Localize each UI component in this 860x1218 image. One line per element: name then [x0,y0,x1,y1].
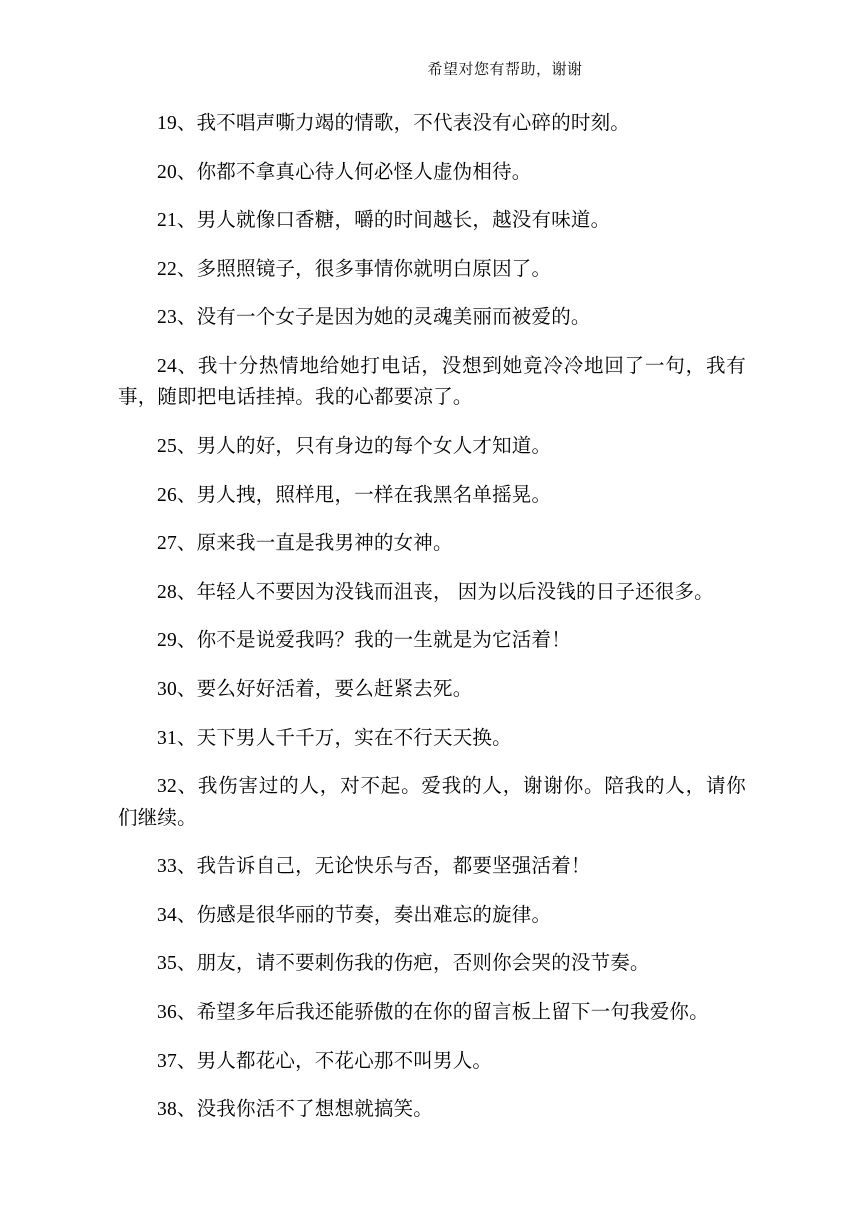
paragraph: 34、伤感是很华丽的节奏，奏出难忘的旋律。 [157,904,552,926]
page-header [0,58,860,79]
paragraph: 29、你不是说爱我吗？我的一生就是为它活着！ [157,630,571,652]
paragraph: 20、你都不拿真心待人何必怪人虚伪相待。 [157,161,532,183]
paragraph: 24、我十分热情地给她打电话，没想到她竟冷冷地回了一句，我有事，随即把电话挂掉。我的心都要凉了。 [118,355,746,409]
paragraph: 27、原来我一直是我男神的女神。 [157,533,453,555]
paragraph: 21、男人就像口香糖，嚼的时间越长，越没有味道。 [157,210,611,232]
paragraph: 32、我伤害过的人，对不起。爱我的人，谢谢你。陪我的人，请你们继续。 [118,776,746,829]
paragraph: 19、我不唱声嘶力竭的情歌，不代表没有心碎的时刻。 [157,113,631,134]
paragraph: 30、要么好好活着，要么赶紧去死。 [157,678,473,700]
paragraph: 28、年轻人不要因为没钱而沮丧， 因为以后没钱的日子还很多。 [157,581,714,603]
document-body [118,108,746,1126]
paragraph: 22、多照照镜子，很多事情你就明白原因了。 [157,258,552,280]
paragraph: 25、男人的好，只有身边的每个女人才知道。 [157,436,552,458]
paragraph: 26、男人拽，照样甩，一样在我黑名单摇晃。 [157,484,552,506]
paragraph: 23、没有一个女子是因为她的灵魂美丽而被爱的。 [157,307,591,329]
header-note: 希望对您有帮助，谢谢 [427,62,583,78]
paragraph: 33、我告诉自己，无论快乐与否，都要坚强活着！ [157,856,591,878]
paragraph: 31、天下男人千千万，实在不行天天换。 [157,727,512,749]
paragraph: 37、男人都花心，不花心那不叫男人。 [157,1050,493,1072]
paragraph: 35、朋友，请不要刺伤我的伤疤，否则你会哭的没节奏。 [157,953,650,975]
paragraph: 38、没我你活不了想想就搞笑。 [157,1099,434,1121]
paragraph: 36、希望多年后我还能骄傲的在你的留言板上留下一句我爱你。 [157,1001,709,1023]
